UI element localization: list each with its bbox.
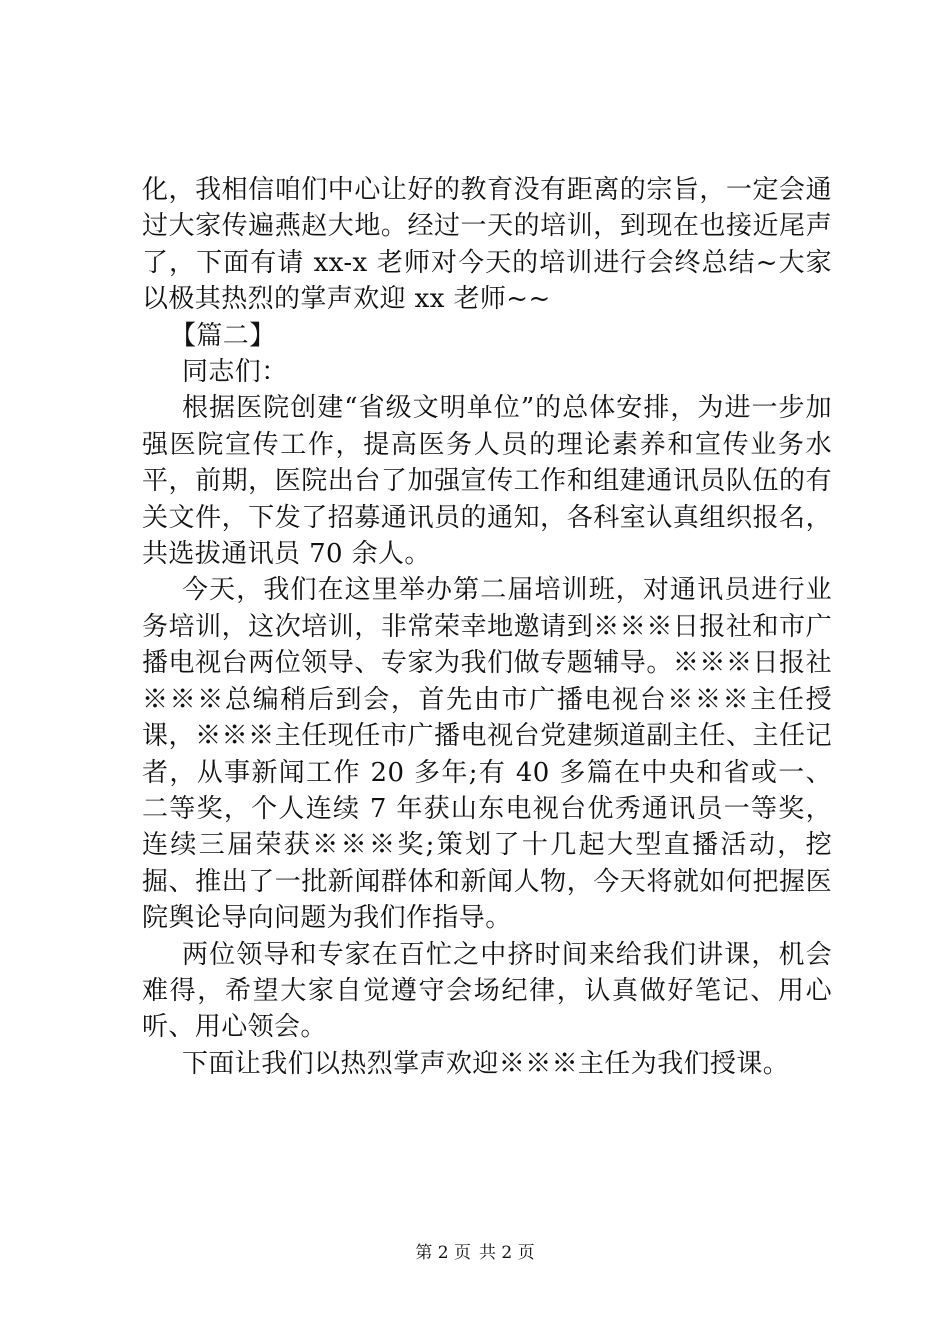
salutation: 同志们： (182, 357, 288, 388)
section-heading: 【篇二】 (170, 320, 276, 351)
paragraph: 根据医院创建“省级文明单位”的总体安排，为进一步加强医院宣传工作，提高医务人员的理论素养和宣传业务水平，前期，医院出台了加强宣传工作和组建通讯员队伍的有关文件，下发了招募通讯员的通知，各科室认真组织报名，共选拔通讯员 70 余人。 (142, 393, 832, 570)
paragraph: 下面让我们以热烈掌声欢迎※※※主任为我们授课。 (182, 1048, 790, 1079)
page-number: 第 2 页 (415, 1243, 471, 1263)
page-total: 共 2 页 (479, 1243, 535, 1263)
paragraph: 两位领导和专家在百忙之中挤时间来给我们讲课，机会难得，希望大家自觉遵守会场纪律，认真做好笔记、用心听、用心领会。 (142, 939, 832, 1043)
page-footer (0, 1242, 950, 1264)
paragraph: 今天，我们在这里举办第二届培训班，对通讯员进行业务培训，这次培训，非常荣幸地邀请到※※※日报社和市广播电视台两位领导、专家为我们做专题辅导。※※※日报社※※※总编稍后到会，首先由市广播电视台※※※主任授课，※※※主任现任市广播电视台党建频道副主任、主任记者，从事新闻工作 20 多年;有 40 多篇在中央和省或一、二等奖，个人连续 7 年获山东电视台优秀通讯员一等奖，连续三届荣获※※※奖;策划了十几起大型直播活动，挖掘、推出了一批新闻群体和新闻人物，今天将就如何把握医院舆论导向问题为我们作指导。 (142, 575, 832, 934)
document-body (142, 172, 832, 1082)
paragraph-continuation: 化，我相信咱们中心让好的教育没有距离的宗旨，一定会通过大家传遍燕赵大地。经过一天的培训，到现在也接近尾声了，下面有请 xx-x 老师对今天的培训进行会终总结~大家以极其热烈的掌声欢迎 xx 老师~~ (142, 175, 832, 315)
